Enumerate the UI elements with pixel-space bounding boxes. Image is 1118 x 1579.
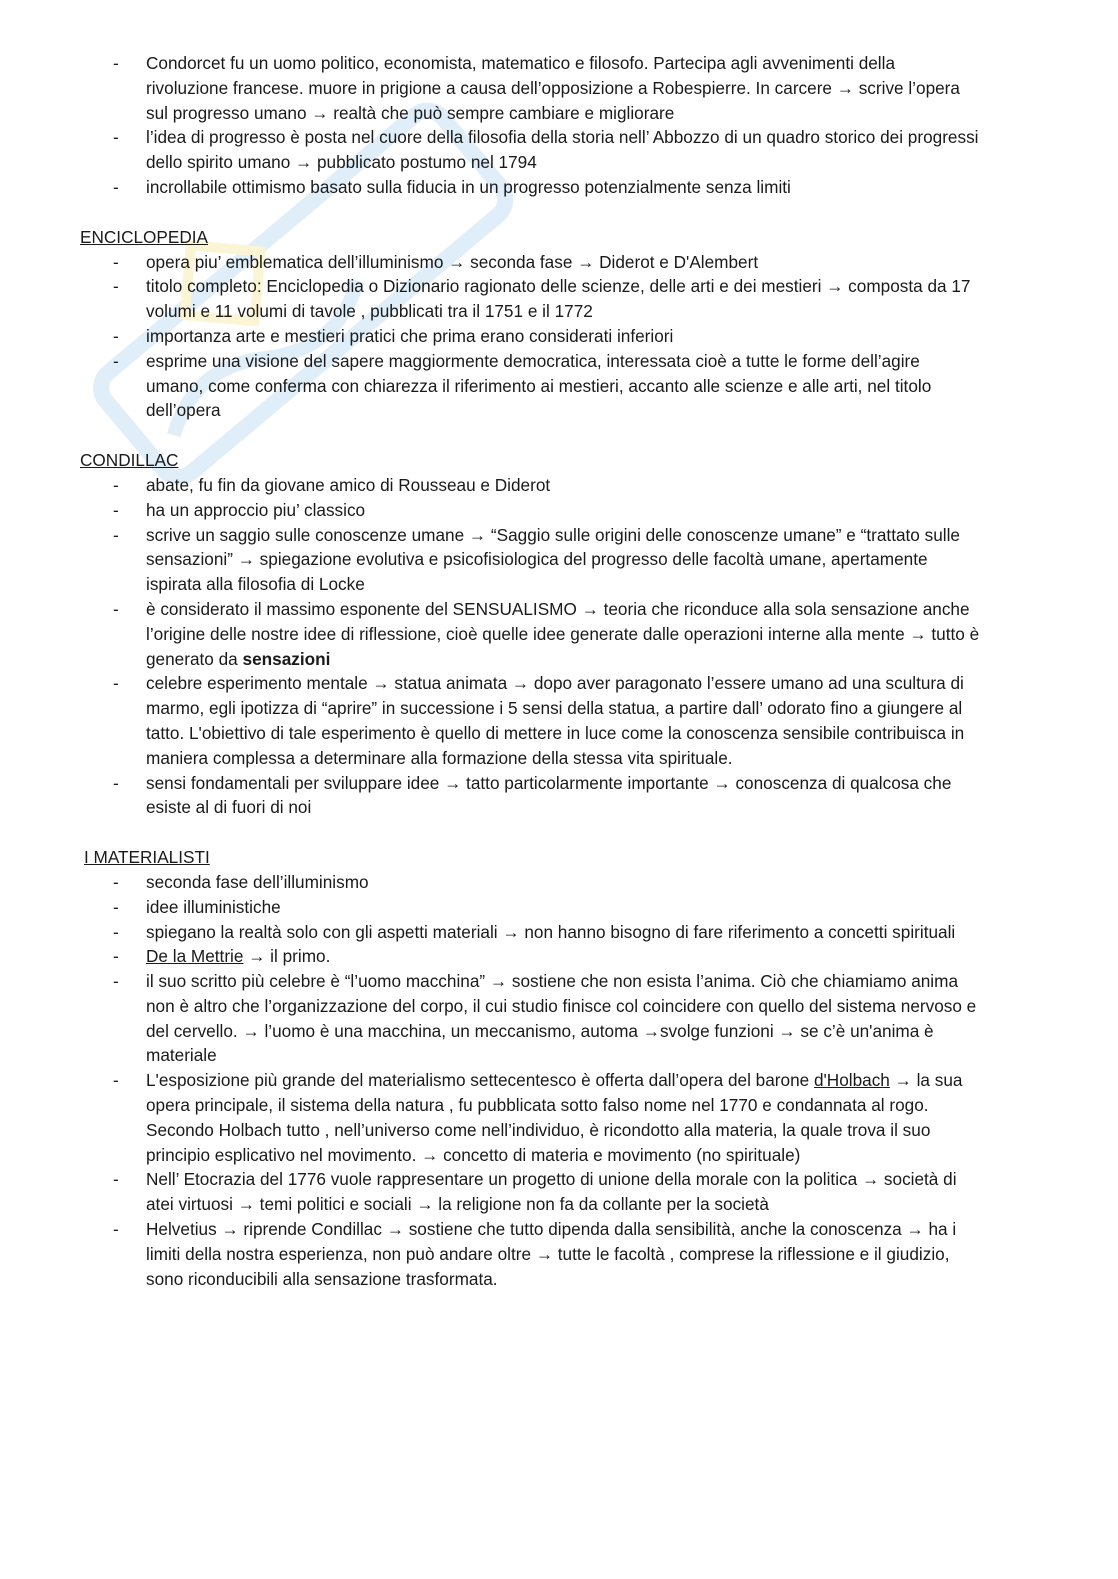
section-enciclopedia — [80, 225, 980, 423]
list-item: - celebre esperimento mentale → statua animata → dopo aver paragonato l’essere umano ad una scultura di marmo, egli ipotizza di “aprire” in successione i 5 sensi della statua, a partire dall’ odorato fino a giungere al tatto. L'obiettivo di tale esperimento è quello di mettere in luce come la conoscenza sensibile contribuisca in maniera complessa a determinare alla formazione della stessa vita spirituale. — [80, 671, 980, 770]
item-text: → il primo. — [243, 946, 331, 967]
section-materialisti — [80, 845, 980, 1291]
list-item: - incrollabile ottimismo basato sulla fiducia in un progresso potenzialmente senza limiti — [80, 175, 980, 200]
list-item — [80, 944, 980, 969]
section-condillac — [80, 448, 980, 820]
list-item: - importanza arte e mestieri pratici che prima erano considerati inferiori — [80, 324, 980, 349]
list-item — [80, 1068, 980, 1167]
item-text: L'esposizione più grande del materialismo settecentesco è offerta dall’opera del barone — [146, 1070, 814, 1091]
item-text: → la sua opera principale, il sistema della natura , fu pubblicata sotto falso nome nel 1770 e condannata al rogo. Secondo Holbach tutto , nell’universo come nell’individuo, è ricondotto alla materia, la quale trova il suo principio esplicativo nel movimento. → concetto di materia e movimento (no spirituale) — [146, 1070, 963, 1165]
list-item — [80, 597, 980, 671]
bold-term: sensazioni — [242, 648, 331, 669]
list-item: - seconda fase dell’illuminismo — [80, 870, 980, 895]
list-item: - Helvetius → riprende Condillac → sostiene che tutto dipenda dalla sensibilità, anche la conoscenza → ha i limiti della nostra esperienza, non può andare oltre → tutte le facoltà , comprese la riflessione e il giudizio, sono riconducibili alla sensazione trasformata. — [80, 1217, 980, 1291]
section-heading: I MATERIALISTI — [84, 847, 210, 868]
section-heading: CONDILLAC — [80, 450, 179, 471]
list-item: - ha un approccio piu’ classico — [80, 498, 980, 523]
list-item: - abate, fu fin da giovane amico di Rousseau e Diderot — [80, 473, 980, 498]
list-item: - il suo scritto più celebre è “l’uomo macchina” → sostiene che non esista l’anima. Ciò che chiamiamo anima non è altro che l’organizzazione del corpo, il cui studio finisce col coincidere con quello del sistema nervoso e del cervello. → l’uomo è una macchina, un meccanismo, automa →svolge funzioni → se c’è un'anima è materiale — [80, 969, 980, 1068]
enciclopedia-list — [80, 250, 980, 424]
document-body — [80, 51, 980, 1291]
section-heading: ENCICLOPEDIA — [80, 226, 208, 247]
list-item: - scrive un saggio sulle conoscenze umane → “Saggio sulle origini delle conoscenze umane” e “trattato sulle sensazioni” → spiegazione evolutiva e psicofisiologica del progresso delle facoltà umane, apertamente ispirata alla filosofia di Locke — [80, 523, 980, 597]
list-item: - opera piu’ emblematica dell’illuminismo → seconda fase → Diderot e D'Alembert — [80, 250, 980, 275]
mettrie-link: De la Mettrie — [146, 946, 244, 967]
list-item: - Condorcet fu un uomo politico, economista, matematico e filosofo. Partecipa agli avvenimenti della rivoluzione francese. muore in prigione a causa dell’opposizione a Robespierre. In carcere → scrive l’opera sul progresso umano → realtà che può sempre cambiare e migliorare — [80, 51, 980, 125]
list-item: - esprime una visione del sapere maggiormente democratica, interessata cioè a tutte le forme dell’agire umano, come conferma con chiarezza il riferimento ai mestieri, accanto alle scienze e alle arti, nel titolo dell’opera — [80, 349, 980, 423]
list-item: - titolo completo: Enciclopedia o Dizionario ragionato delle scienze, delle arti e dei mestieri → composta da 17 volumi e 11 volumi di tavole , pubblicati tra il 1751 e il 1772 — [80, 274, 980, 324]
list-item: - idee illuministiche — [80, 895, 980, 920]
materialisti-list — [80, 870, 980, 1292]
list-item: - sensi fondamentali per sviluppare idee → tatto particolarmente importante → conoscenza di qualcosa che esiste al di fuori di noi — [80, 771, 980, 821]
intro-list — [80, 51, 980, 200]
item-text: è considerato il massimo esponente del SENSUALISMO → teoria che riconduce alla sola sensazione anche l’origine delle nostre idee di riflessione, cioè quelle idee generate dalle operazioni interne alla mente → tutto è generato da — [146, 598, 980, 669]
condillac-list — [80, 473, 980, 820]
list-item: - spiegano la realtà solo con gli aspetti materiali → non hanno bisogno di fare riferimento a concetti spirituali — [80, 920, 980, 945]
holbach-link: d'Holbach — [813, 1070, 890, 1091]
list-item: - l’idea di progresso è posta nel cuore della filosofia della storia nell’ Abbozzo di un quadro storico dei progressi dello spirito umano → pubblicato postumo nel 1794 — [80, 125, 980, 175]
list-item: - Nell’ Etocrazia del 1776 vuole rappresentare un progetto di unione della morale con la politica → società di atei virtuosi → temi politici e sociali → la religione non fa da collante per la società — [80, 1167, 980, 1217]
